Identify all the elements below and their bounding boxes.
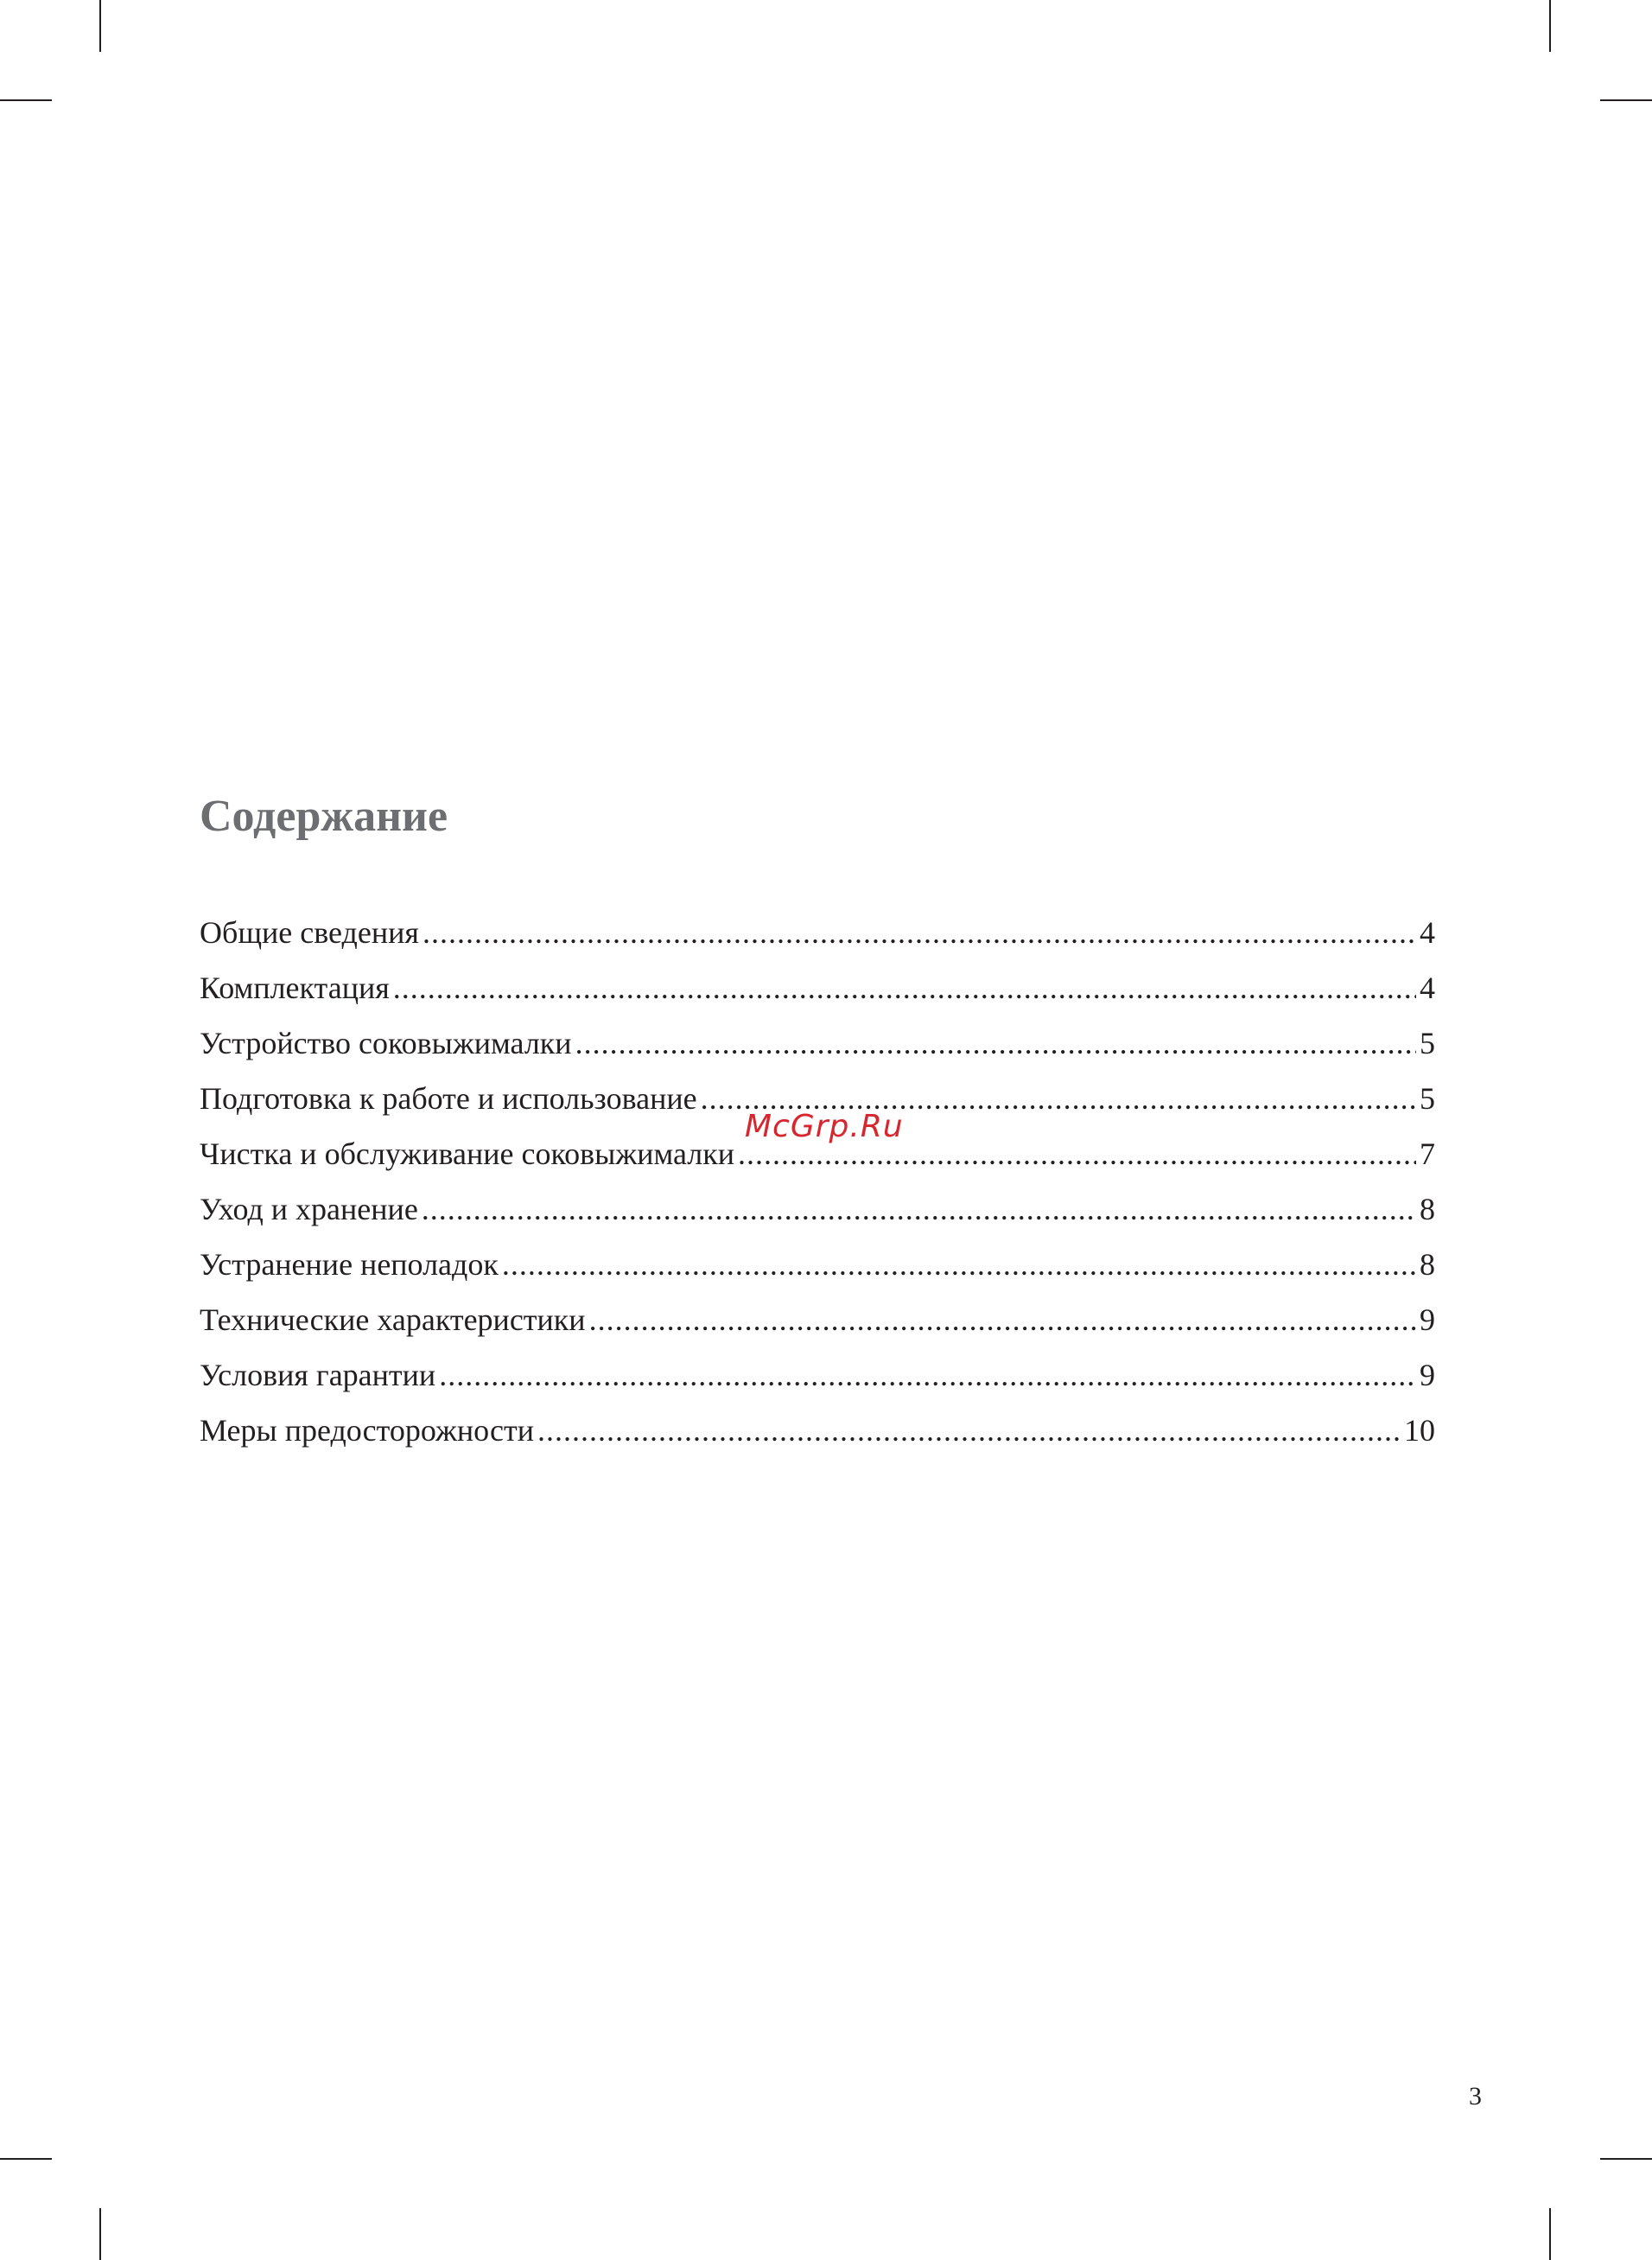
toc-leader-dots (423, 905, 1416, 960)
crop-mark-bottom-right (1549, 2208, 1551, 2260)
toc-item[interactable] (200, 905, 1435, 960)
page-number: 3 (1469, 2082, 1482, 2110)
toc-item-label: Чистка и обслуживание соковыжималки (200, 1136, 735, 1171)
crop-mark-top-right (1549, 0, 1551, 52)
toc-item[interactable] (200, 1181, 1435, 1237)
watermark-logo: McGrp.Ru (745, 1109, 904, 1144)
crop-mark-top-right-h (1600, 99, 1652, 101)
crop-mark-top-left (99, 0, 101, 52)
toc-leader-dots (422, 1181, 1416, 1237)
toc-item[interactable] (200, 1403, 1435, 1458)
toc-leader-dots (502, 1237, 1416, 1292)
toc-leader-dots (589, 1292, 1416, 1347)
toc-item-label: Условия гарантии (200, 1358, 436, 1392)
toc-item[interactable] (200, 1237, 1435, 1292)
toc-item-label: Комплектация (200, 971, 390, 1005)
toc-item-label: Технические характеристики (200, 1302, 586, 1337)
toc-item-label: Общие сведения (200, 915, 419, 950)
crop-mark-bottom-right-h (1600, 2158, 1652, 2160)
toc-item[interactable] (200, 960, 1435, 1015)
crop-mark-bottom-left-h (0, 2158, 52, 2160)
toc-item-page: 4 (1420, 971, 1435, 1005)
toc-leader-dots (439, 1347, 1416, 1403)
toc-item[interactable] (200, 1292, 1435, 1347)
toc-leader-dots (537, 1403, 1401, 1458)
toc-item-page: 5 (1420, 1026, 1435, 1060)
toc-item-label: Устранение неполадок (200, 1247, 499, 1282)
toc-leader-dots (393, 960, 1416, 1015)
toc-item[interactable] (200, 1347, 1435, 1403)
toc-item-page: 8 (1420, 1247, 1435, 1282)
toc-item-label: Меры предосторожности (200, 1413, 535, 1448)
crop-mark-top-left-h (0, 99, 52, 101)
toc-item-label: Уход и хранение (200, 1192, 418, 1226)
toc-title: Содержание (200, 792, 448, 841)
toc-item-page: 8 (1420, 1192, 1435, 1226)
toc-item-label: Подготовка к работе и использование (200, 1081, 697, 1116)
toc-item-page: 9 (1420, 1302, 1435, 1337)
toc-item-page: 9 (1420, 1358, 1435, 1392)
toc-item-page: 4 (1420, 915, 1435, 950)
toc-item-page: 7 (1420, 1136, 1435, 1171)
toc-item[interactable] (200, 1015, 1435, 1071)
toc-leader-dots (575, 1015, 1416, 1071)
toc-item-label: Устройство соковыжималки (200, 1026, 572, 1060)
toc-item-page: 10 (1404, 1413, 1435, 1448)
toc-list (200, 905, 1435, 1458)
toc-item-page: 5 (1420, 1081, 1435, 1116)
crop-mark-bottom-left (99, 2208, 101, 2260)
